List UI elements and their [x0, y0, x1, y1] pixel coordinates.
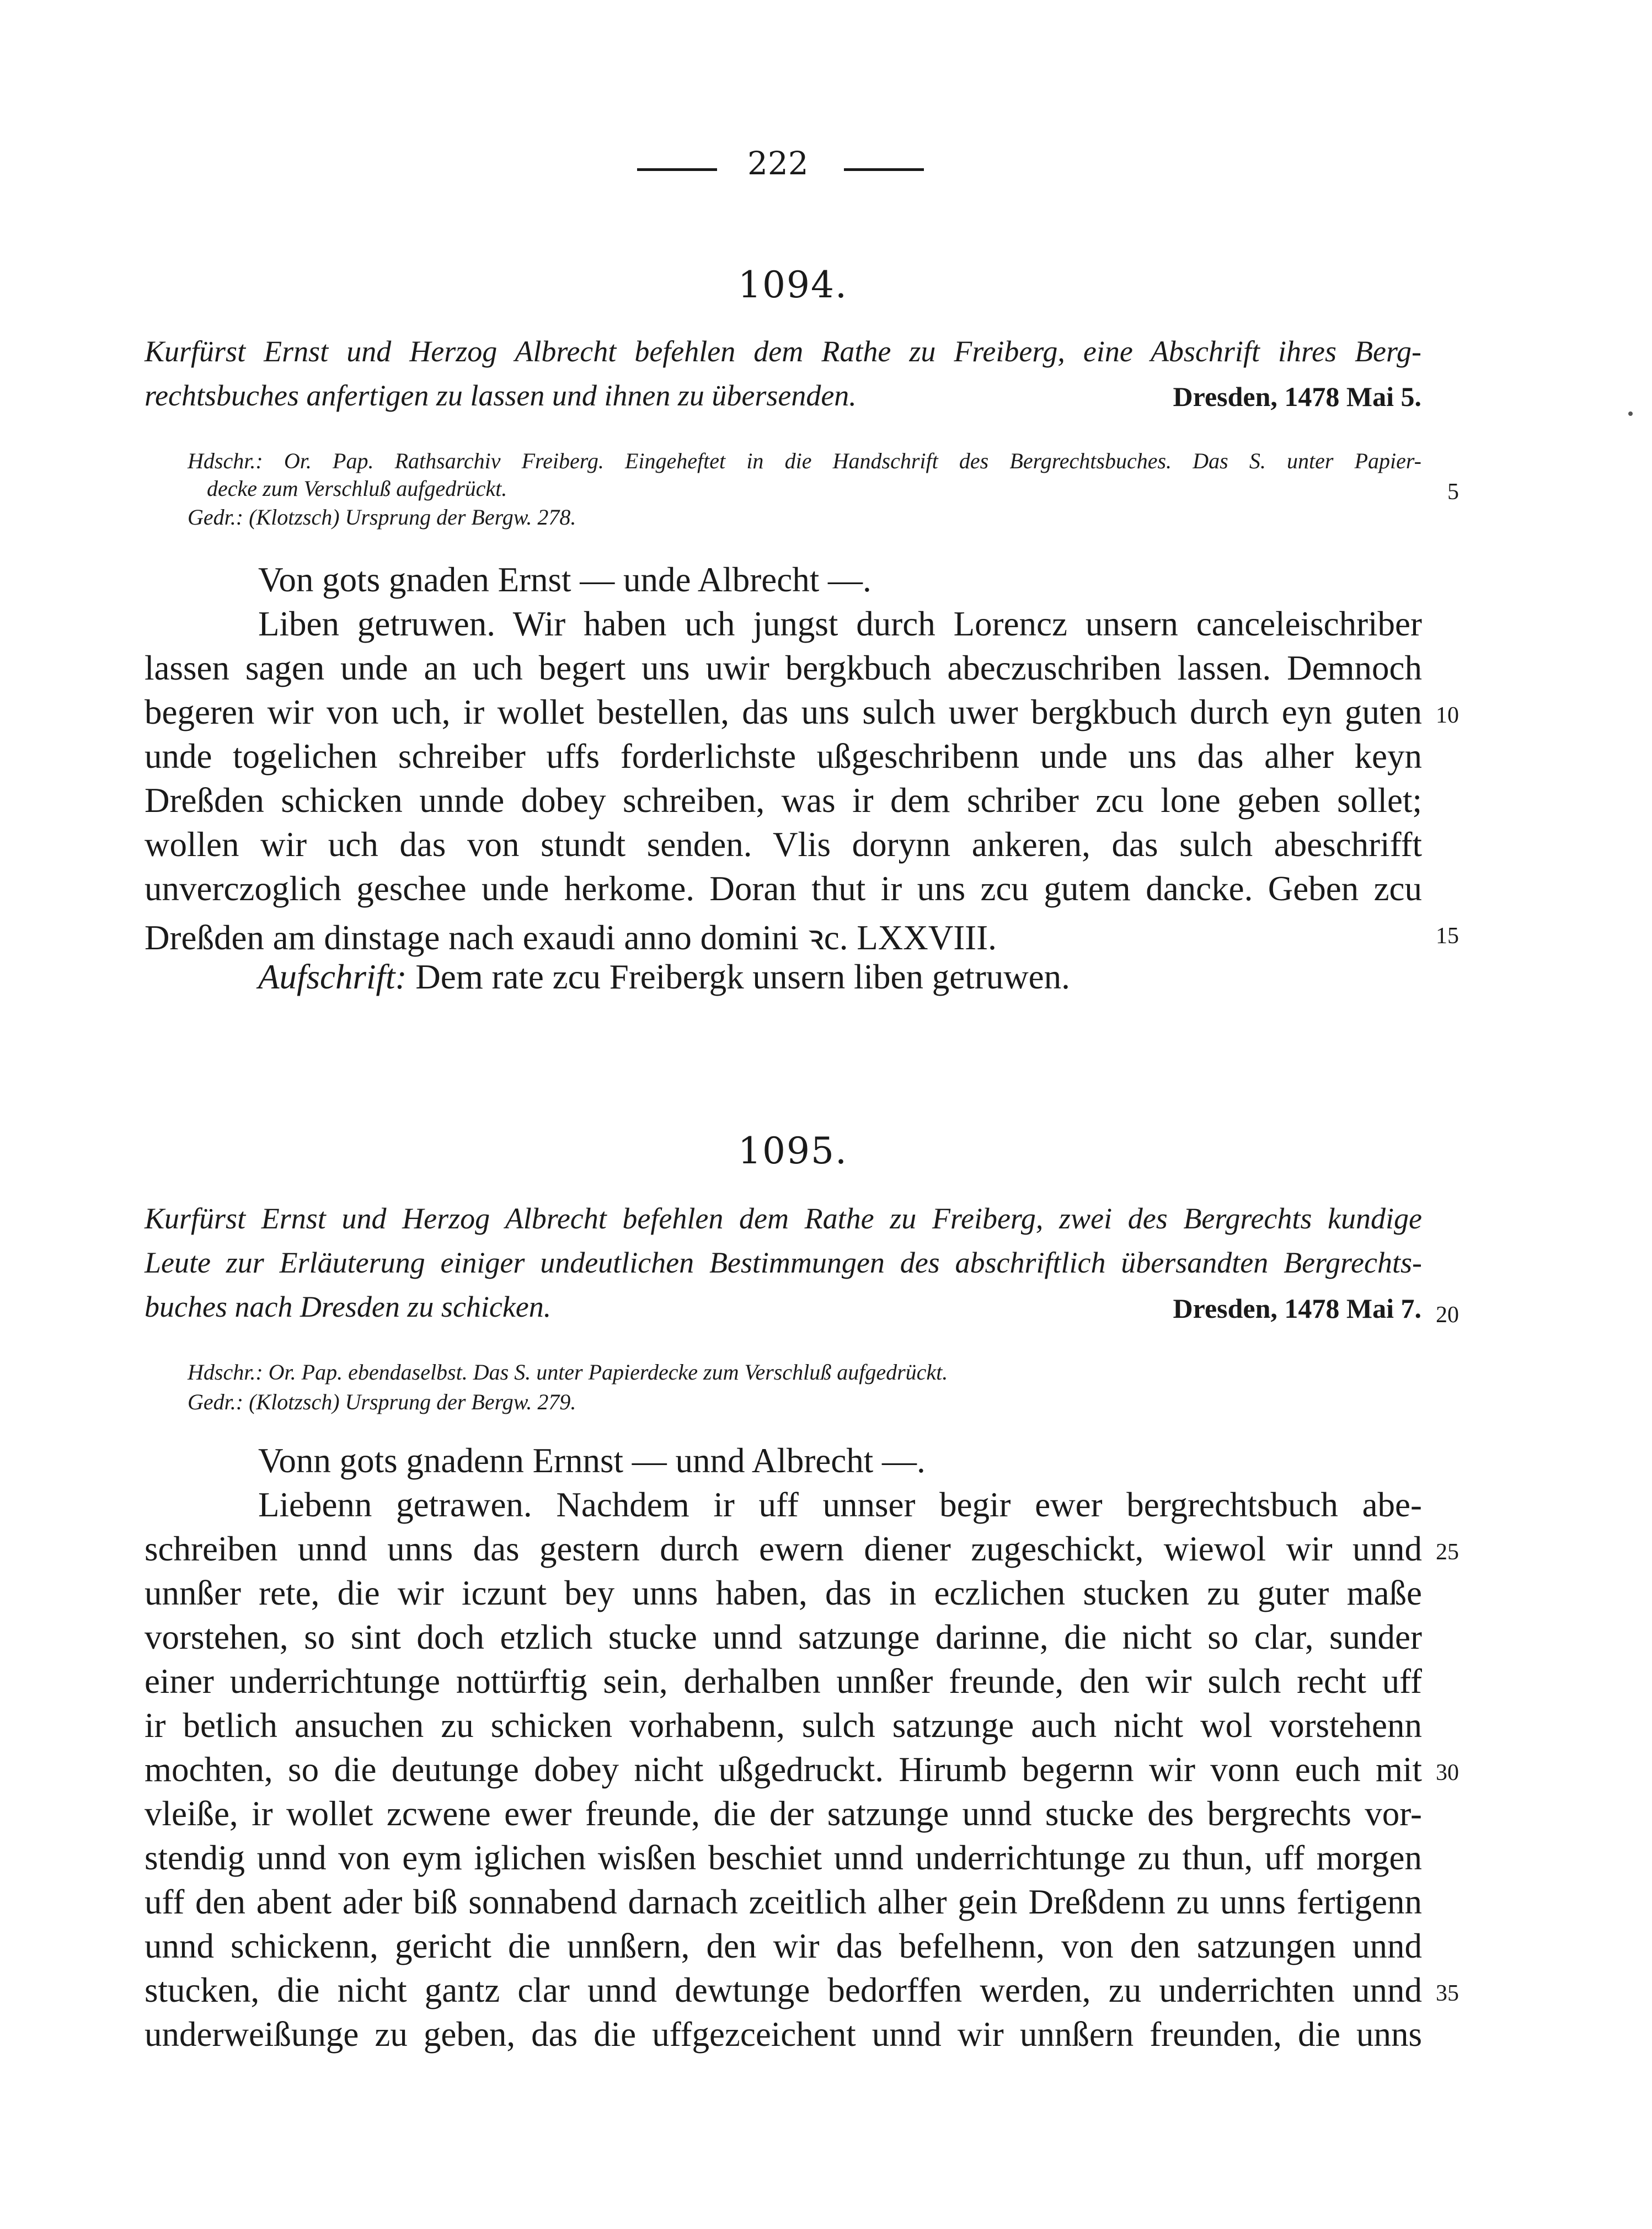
text-line: begeren wir von uch, ir wollet bestellen, das uns sulch uwer bergkbuch durch eyn guten — [145, 693, 1422, 731]
margin-mark — [1628, 411, 1633, 416]
text-line: unde togelichen schreiber uffs forderlichste ußgeschribenn unde uns das alher keyn — [145, 737, 1422, 776]
regest-line: buches nach Dresden zu schicken. — [145, 1290, 552, 1323]
address-text: Dem rate zcu Freibergk unsern liben getruwen. — [415, 958, 1070, 996]
document-number-1094: 1094. — [738, 264, 848, 306]
header-rule-right — [844, 168, 924, 171]
text-line: stucken, die nicht gantz clar unnd dewtunge bedorffen werden, zu underrichten unnd — [145, 1971, 1422, 2009]
text-line: schreiben unnd unns das gestern durch ewern diener zugeschickt, wiewol wir unnd — [145, 1530, 1422, 1568]
address-label: Aufschrift: — [258, 958, 407, 996]
text-line: vleiße, ir wollet zcwene ewer freunde, die der satzunge unnd stucke des bergrechts vor- — [145, 1794, 1422, 1833]
text-line: underweißunge zu geben, das die uffgezceichent unnd wir unnßern freunden, die unns — [145, 2015, 1422, 2054]
page-number: 222 — [747, 145, 809, 182]
line-number: 25 — [1436, 1540, 1459, 1565]
text-line: unnd schickenn, gericht die unnßern, den wir das befelhenn, von den satzungen unnd — [145, 1927, 1422, 1965]
manuscript-note: Hdschr.: Or. Pap. ebendaselbst. Das S. unter Papierdecke zum Verschluß aufgedrückt. — [188, 1360, 948, 1385]
print-note: Gedr.: (Klotzsch) Ursprung der Bergw. 279. — [188, 1389, 576, 1414]
regest-line: Kurfürst Ernst und Herzog Albrecht befehlen dem Rathe zu Freiberg, zwei des Bergrechts kundige — [145, 1202, 1422, 1235]
text-line: Liben getruwen. Wir haben uch jungst durch Lorencz unsern canceleischriber — [258, 605, 1422, 643]
address — [258, 957, 1070, 997]
line-number: 5 — [1447, 479, 1459, 505]
text-line: Dreßden schicken unnde dobey schreiben, was ir dem schriber zcu lone geben sollet; — [145, 781, 1422, 820]
document-date: Dresden, 1478 Mai 7. — [1173, 1293, 1421, 1324]
regest-line: Leute zur Erläuterung einiger undeutlichen Bestimmungen des abschriftlich übersandten Bergrechts- — [145, 1246, 1422, 1279]
salutation: Vonn gots gnadenn Ernnst — unnd Albrecht —. — [258, 1441, 926, 1480]
line-number: 15 — [1436, 923, 1459, 949]
line-number: 10 — [1436, 703, 1459, 728]
line-number: 20 — [1436, 1302, 1459, 1328]
print-note: Gedr.: (Klotzsch) Ursprung der Bergw. 278. — [188, 505, 576, 530]
text-line: lassen sagen unde an uch begert uns uwir bergkbuch abeczuschriben lassen. Demnoch — [145, 649, 1422, 687]
document-date: Dresden, 1478 Mai 5. — [1173, 381, 1421, 412]
text-line: mochten, so die deutunge dobey nicht ußgedruckt. Hirumb begernn wir vonn euch mit — [145, 1750, 1422, 1789]
text-line: unnßer rete, die wir iczunt bey unns haben, das in eczlichen stucken zu guter maße — [145, 1574, 1422, 1612]
text-line: vorstehen, so sint doch etzlich stucke unnd satzunge darinne, die nicht so clar, sunder — [145, 1618, 1422, 1656]
manuscript-note: Hdschr.: Or. Pap. Rathsarchiv Freiberg. Eingeheftet in die Handschrift des Bergrechtsbuches. Das S. unter Papier- — [188, 448, 1421, 473]
text-line: wollen wir uch das von stundt senden. Vlis dorynn ankeren, das sulch abeschrifft — [145, 825, 1422, 864]
line-number: 30 — [1436, 1760, 1459, 1786]
regest-line: Kurfürst Ernst und Herzog Albrecht befehlen dem Rathe zu Freiberg, eine Abschrift ihres Berg- — [145, 335, 1421, 368]
text-line: stendig unnd von eym iglichen wisßen beschiet unnd underrichtunge zu thun, uff morgen — [145, 1838, 1422, 1877]
regest-line: rechtsbuches anfertigen zu lassen und ihnen zu übersenden. — [145, 379, 857, 412]
manuscript-note: decke zum Verschluß aufgedrückt. — [207, 476, 507, 501]
text-line: Liebenn getrawen. Nachdem ir uff unnser begir ewer bergrechtsbuch abe- — [258, 1485, 1422, 1524]
document-number-1095: 1095. — [738, 1130, 848, 1172]
text-line: Dreßden am dinstage nach exaudi anno domini ꝛc. LXXVIII. — [145, 918, 997, 957]
text-line: einer underrichtunge nottürftig sein, derhalben unnßer freunde, den wir sulch recht uff — [145, 1662, 1422, 1701]
line-number: 35 — [1436, 1981, 1459, 2006]
text-line: ir betlich ansuchen zu schicken vorhabenn, sulch satzunge auch nicht wol vorstehenn — [145, 1706, 1422, 1745]
text-line: uff den abent ader biß sonnabend darnach zceitlich alher gein Dreßdenn zu unns fertigenn — [145, 1883, 1422, 1921]
salutation: Von gots gnaden Ernst — unde Albrecht —. — [258, 560, 872, 599]
header-rule-left — [637, 168, 717, 171]
text-line: unverczoglich geschee unde herkome. Doran thut ir uns zcu gutem dancke. Geben zcu — [145, 869, 1422, 908]
